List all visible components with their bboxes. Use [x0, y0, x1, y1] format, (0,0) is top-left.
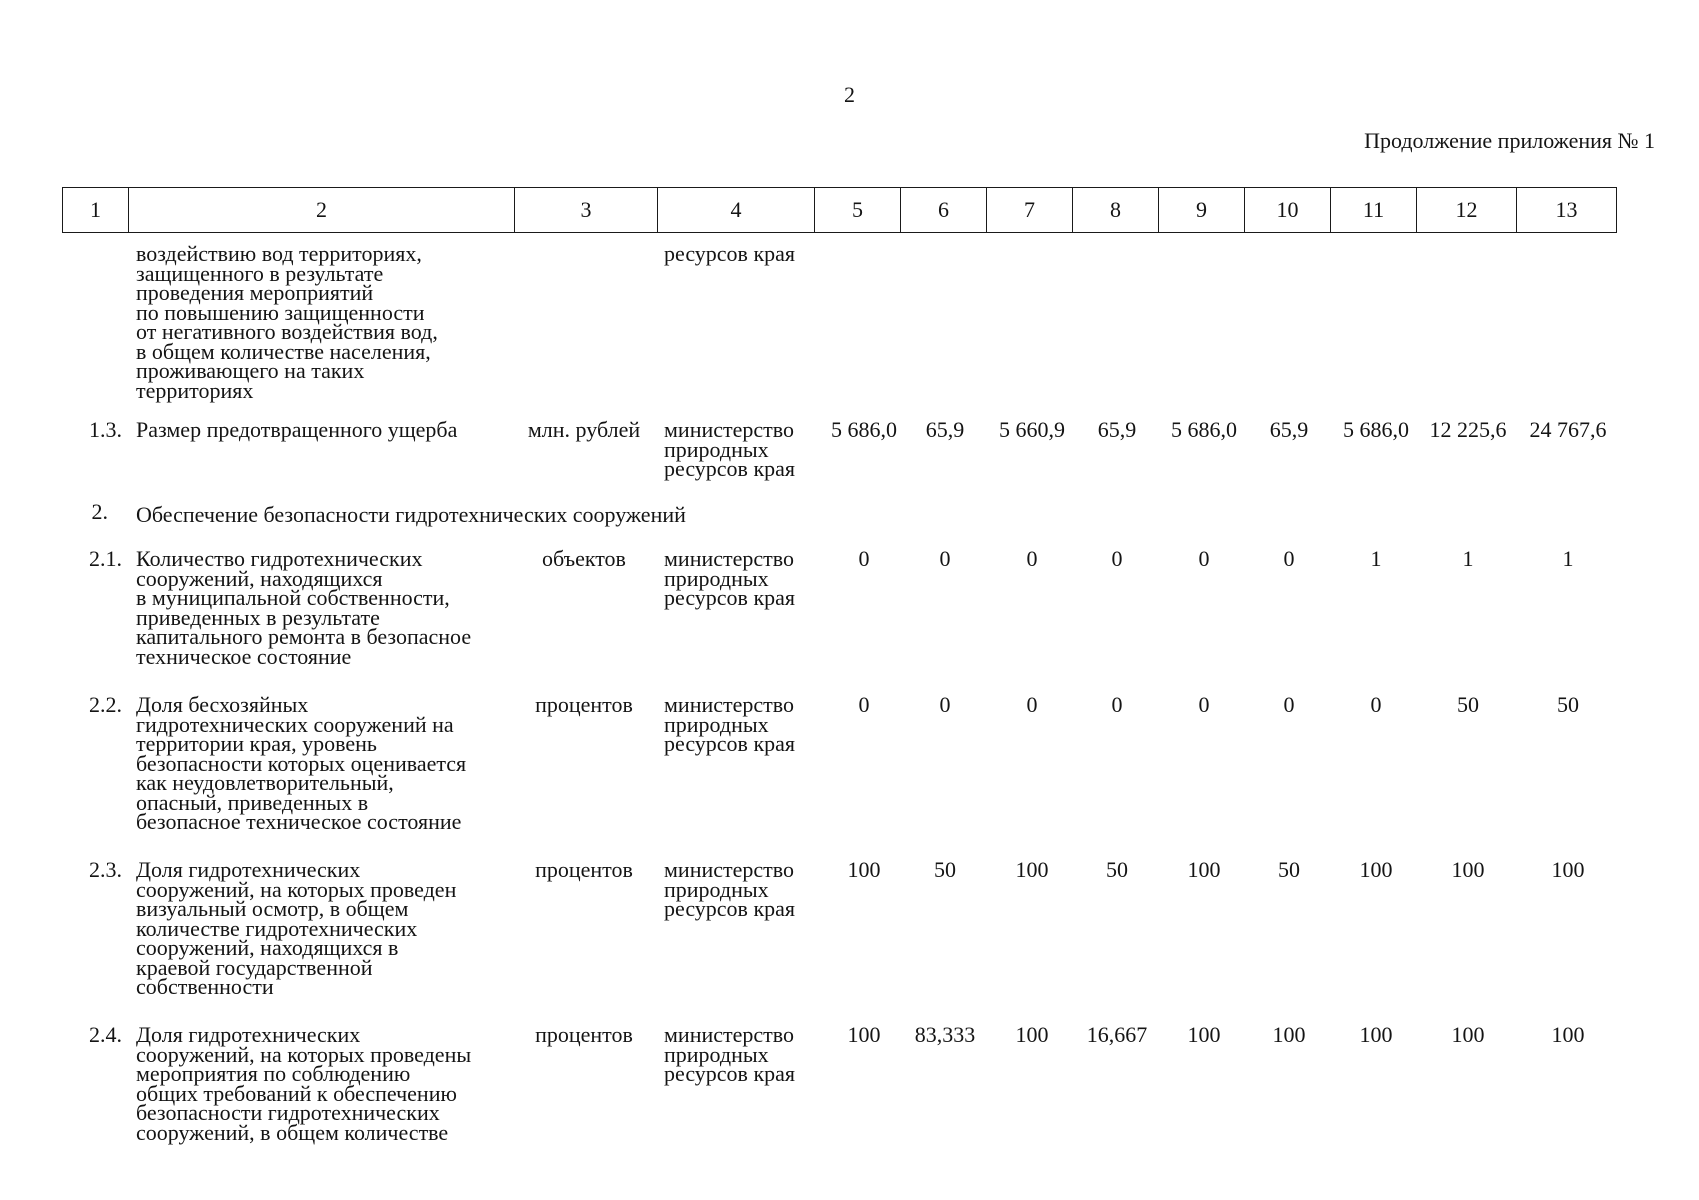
value-col-13: 24 767,6 — [1529, 417, 1607, 442]
value-col-12: 50 — [1457, 692, 1479, 717]
value-col-13: 100 — [1551, 857, 1585, 882]
value-col-6: 50 — [934, 857, 956, 882]
header-col-1: 1 — [63, 188, 129, 233]
header-col-5: 5 — [815, 188, 901, 233]
value-col-9: 0 — [1198, 546, 1210, 571]
value-col-7: 100 — [1015, 1022, 1049, 1047]
page-number: 2 — [844, 82, 855, 107]
value-col-8: 65,9 — [1097, 417, 1137, 442]
indicator-name: Количество гидротехнических сооружений, находящихся в муниципальной собственности, приведенных в результате капитального ремонта в безопасное техническое состояние — [136, 546, 472, 669]
value-col-7: 0 — [1026, 546, 1038, 571]
value-col-6: 83,333 — [914, 1022, 976, 1047]
unit-of-measure: процентов — [535, 692, 633, 717]
value-col-5: 5 686,0 — [831, 417, 897, 442]
header-col-3: 3 — [515, 188, 658, 233]
value-col-7: 5 660,9 — [999, 417, 1065, 442]
value-col-11: 100 — [1359, 1022, 1393, 1047]
item-number: 2.3. — [89, 857, 122, 882]
value-col-13: 1 — [1562, 546, 1574, 571]
indicator-name: Размер предотвращенного ущерба — [136, 417, 458, 442]
indicator-name: Доля гидротехнических сооружений, на которых проведены мероприятия по соблюдению общих требований к обеспечению безопасности гидротехнических сооружений, в общем количестве — [136, 1022, 472, 1145]
header-col-8: 8 — [1073, 188, 1159, 233]
value-col-11: 100 — [1359, 857, 1393, 882]
item-number: 1.3. — [89, 417, 122, 442]
header-col-11: 11 — [1331, 188, 1417, 233]
header-col-6: 6 — [901, 188, 987, 233]
value-col-12: 1 — [1462, 546, 1474, 571]
value-col-11: 0 — [1370, 692, 1382, 717]
value-col-8: 0 — [1111, 546, 1123, 571]
value-col-10: 0 — [1283, 546, 1295, 571]
header-col-12: 12 — [1417, 188, 1517, 233]
unit-of-measure: объектов — [542, 546, 626, 571]
indicator-name: воздействию вод территориях, защищенного в результате проведения мероприятий по повышению защищенности от негативного воздействия вод, в общем количестве населения, проживающего на таких территориях — [136, 241, 438, 403]
item-number: 2.4. — [89, 1022, 122, 1047]
section-title: Обеспечение безопасности гидротехнических сооружений — [136, 502, 686, 527]
responsible-body: министерство природных ресурсов края — [664, 417, 796, 481]
value-col-6: 65,9 — [925, 417, 965, 442]
header-col-2: 2 — [129, 188, 515, 233]
header-col-13: 13 — [1517, 188, 1617, 233]
indicator-name: Доля бесхозяйных гидротехнических сооружений на территории края, уровень безопасности которых оценивается как неудовлетворительный, опасный, приведенных в безопасное техническое состояние — [136, 692, 467, 834]
value-col-8: 16,667 — [1086, 1022, 1148, 1047]
responsible-body: министерство природных ресурсов края — [664, 1022, 796, 1086]
value-col-9: 5 686,0 — [1171, 417, 1237, 442]
value-col-8: 0 — [1111, 692, 1123, 717]
value-col-5: 100 — [847, 857, 881, 882]
header-col-9: 9 — [1159, 188, 1245, 233]
value-col-5: 0 — [858, 546, 870, 571]
responsible-body: министерство природных ресурсов края — [664, 546, 796, 610]
value-col-12: 12 225,6 — [1429, 417, 1507, 442]
responsible-body: министерство природных ресурсов края — [664, 857, 796, 921]
unit-of-measure: процентов — [535, 1022, 633, 1047]
unit-of-measure: процентов — [535, 857, 633, 882]
header-col-10: 10 — [1245, 188, 1331, 233]
section-number: 2. — [91, 499, 108, 524]
value-col-5: 100 — [847, 1022, 881, 1047]
value-col-9: 100 — [1187, 857, 1221, 882]
value-col-11: 1 — [1370, 546, 1382, 571]
value-col-7: 0 — [1026, 692, 1038, 717]
value-col-9: 100 — [1187, 1022, 1221, 1047]
value-col-11: 5 686,0 — [1343, 417, 1409, 442]
value-col-10: 65,9 — [1269, 417, 1309, 442]
indicator-name: Доля гидротехнических сооружений, на которых проведен визуальный осмотр, в общем количестве гидротехнических сооружений, находящихся в краевой государственной собственности — [136, 857, 457, 999]
header-col-7: 7 — [987, 188, 1073, 233]
unit-of-measure: млн. рублей — [527, 417, 641, 442]
value-col-8: 50 — [1106, 857, 1128, 882]
value-col-10: 0 — [1283, 692, 1295, 717]
responsible-body: ресурсов края — [664, 241, 796, 266]
value-col-5: 0 — [858, 692, 870, 717]
value-col-6: 0 — [939, 692, 951, 717]
value-col-7: 100 — [1015, 857, 1049, 882]
value-col-12: 100 — [1451, 857, 1485, 882]
header-col-4: 4 — [658, 188, 815, 233]
value-col-13: 100 — [1551, 1022, 1585, 1047]
responsible-body: министерство природных ресурсов края — [664, 692, 796, 756]
value-col-10: 50 — [1278, 857, 1300, 882]
item-number: 2.2. — [89, 692, 122, 717]
value-col-10: 100 — [1272, 1022, 1306, 1047]
item-number: 2.1. — [89, 546, 122, 571]
value-col-6: 0 — [939, 546, 951, 571]
value-col-9: 0 — [1198, 692, 1210, 717]
continuation-title: Продолжение приложения № 1 — [1364, 128, 1655, 153]
value-col-12: 100 — [1451, 1022, 1485, 1047]
value-col-13: 50 — [1557, 692, 1579, 717]
